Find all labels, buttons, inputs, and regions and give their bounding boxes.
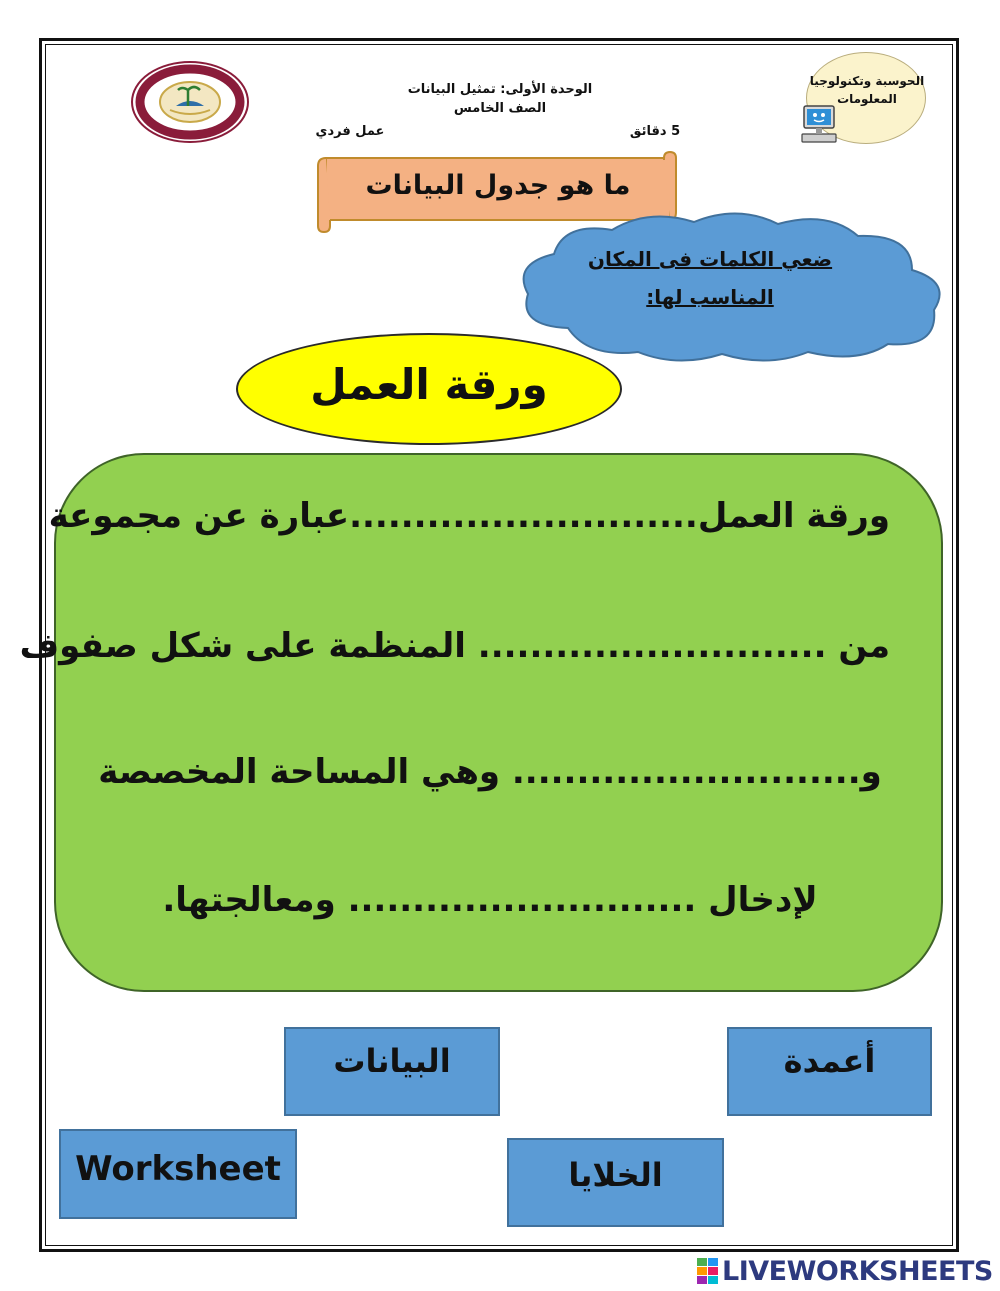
ministry-logo-icon [130, 60, 250, 144]
sentence-line-4: لإدخال ........................... ومعالجتها. [162, 880, 818, 920]
word-option-worksheet[interactable]: Worksheet [59, 1129, 297, 1219]
sentence-line-1: ورقة العمل...........................عبارة عن مجموعة [48, 496, 890, 536]
subject-line-1: الحوسبة وتكنولوجيا [809, 74, 925, 88]
time-label: 5 دقائق [629, 124, 681, 139]
header-titles [380, 80, 620, 118]
word-option-data[interactable]: البيانات [284, 1027, 500, 1116]
watermark-text: LIVEWORKSHEETS [722, 1256, 993, 1287]
word-option-columns[interactable]: أعمدة [727, 1027, 932, 1116]
page-title: ما هو جدول البيانات [365, 170, 631, 201]
liveworksheets-logo-icon [697, 1258, 719, 1284]
topic-label: ورقة العمل [310, 360, 548, 409]
instruction-line-2: المناسب لها: [646, 285, 774, 309]
work-mode-label: عمل فردي [315, 124, 385, 139]
subject-line-2: المعلومات [837, 92, 897, 106]
computer-icon [798, 100, 842, 148]
sentence-line-2: من ........................... المنظمة على شكل صفوف [19, 626, 890, 666]
instruction-text [560, 240, 860, 316]
instruction-line-1: ضعي الكلمات فى المكان [587, 247, 833, 271]
unit-title: الوحدة الأولى: تمثيل البيانات [407, 82, 593, 97]
grade-label: الصف الخامس [453, 101, 547, 116]
word-option-cells[interactable]: الخلايا [507, 1138, 724, 1227]
sentence-line-3: و........................... وهي المساحة المخصصة [98, 752, 882, 792]
